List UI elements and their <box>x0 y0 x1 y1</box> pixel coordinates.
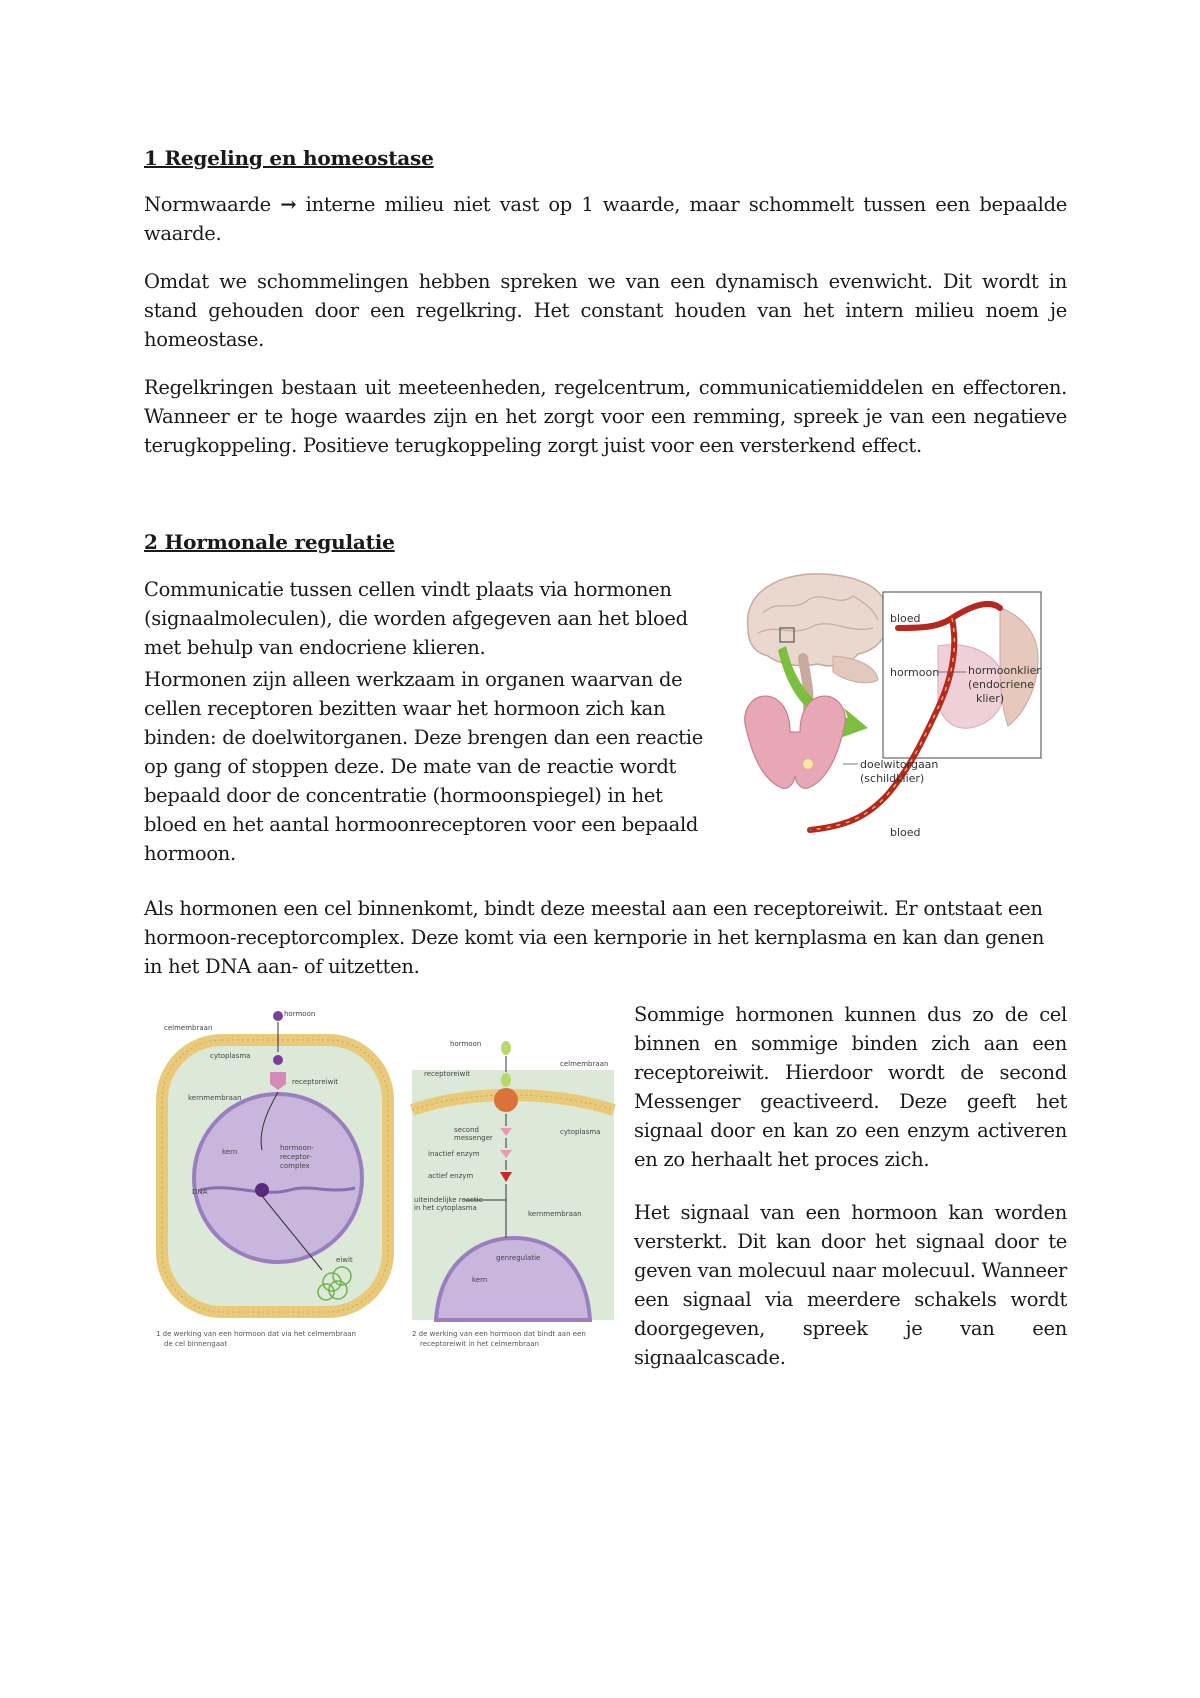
cell1-label-complex-1: hormoon- <box>280 1144 314 1152</box>
label-hormoon: hormoon <box>890 666 940 679</box>
section-2-paragraph-2: Hormonen zijn alleen werkzaam in organen waarvan de cellen receptoren bezitten waar het hormoon zich kan binden: de doelwitorganen. Deze brengen dan een reactie op gang of stoppen deze. De mate van de reactie wordt bepaald door de concentratie (hormoonspiegel) in het bloed en het aantal hormoonreceptoren voor een bepaald hormoon. <box>144 668 703 865</box>
nucleus <box>194 1094 362 1262</box>
cell1-label-cytoplasma: cytoplasma <box>210 1052 251 1060</box>
brain-illustration <box>748 574 889 708</box>
cell2-label-reactie-2: in het cytoplasma <box>414 1204 477 1212</box>
label-schildklier: (schildklier) <box>860 772 925 785</box>
cell2-label-second-1: second <box>454 1126 479 1134</box>
section-2-paragraph-4: Sommige hormonen kunnen dus zo de cel binnen en sommige binden zich aan een receptoreiwit. Hierdoor wordt de second Messenger geactiveerd. Deze geeft het signaal door en kan zo een enzym activeren en zo herhaalt het proces zich. <box>634 1003 1067 1171</box>
cell1-caption-2: de cel binnengaat <box>164 1340 228 1348</box>
cell2-label-second-2: messenger <box>454 1134 493 1142</box>
cell2-label-cytoplasma: cytoplasma <box>560 1128 601 1136</box>
section-2-paragraph-5: Het signaal van een hormoon kan worden versterkt. Dit kan door het signaal door te geven van molecuul naar molecuul. Wanneer een signaal via meerdere schakels wordt doorgegeven, spreek je van een signaalcascade. <box>634 1201 1067 1369</box>
section-1-paragraph-2: Omdat we schommelingen hebben spreken we van een dynamisch evenwicht. Dit wordt in stand gehouden door een regelkring. Het constant houden van het intern milieu noem je homeostase. <box>144 270 1067 351</box>
label-hormoonklier-2: (endocriene <box>968 678 1034 691</box>
cell-figure-1 <box>150 1000 400 1352</box>
cell1-label-receptoreiwit: receptoreiwit <box>292 1078 339 1086</box>
normwaarde-definition: interne milieu niet vast op 1 waarde, maar schommelt tussen een bepaalde waarde. <box>144 193 1067 245</box>
cell1-label-kernmembraan: kernmembraan <box>188 1094 242 1102</box>
section-2-paragraph-3: Als hormonen een cel binnenkomt, bindt deze meestal aan een receptoreiwit. Er ontstaat een hormoon-receptorcomplex. Deze komt via een kernporie in het kernplasma en kan dan genen in het DNA aan- of uitzetten. <box>144 897 1045 978</box>
cell2-label-genregulatie: genregulatie <box>496 1254 541 1262</box>
cell2-label-kern: kern <box>472 1276 488 1284</box>
section-2-heading: 2 Hormonale regulatie <box>144 530 395 554</box>
cell1-caption-1: 1 de werking van een hormoon dat via het celmembraan <box>156 1330 356 1338</box>
normwaarde-term: Normwaarde <box>144 193 271 216</box>
arrow-right-icon: → <box>280 193 297 216</box>
cell1-label-complex-2: receptor- <box>280 1153 312 1161</box>
section-2-paragraph-1: Communicatie tussen cellen vindt plaats via hormonen (signaalmoleculen), die worden afgegeven aan het bloed met behulp van endocriene klieren. <box>144 578 688 659</box>
cell1-label-celmembraan: celmembraan <box>164 1024 213 1032</box>
cell1-label-complex-3: complex <box>280 1162 310 1170</box>
cell2-caption-1: 2 de werking van een hormoon dat bindt aan een <box>412 1330 586 1338</box>
cell1-label-kern: kern <box>222 1148 238 1156</box>
cell-figure-2 <box>410 1010 616 1352</box>
label-hormoonklier-3: klier) <box>976 692 1005 705</box>
section-1-paragraph-1 <box>144 190 1067 248</box>
cell2-label-inactief: inactief enzym <box>428 1150 480 1158</box>
cell2-label-reactie-1: uiteindelijke reactie <box>414 1196 483 1204</box>
cell1-label-hormoon: hormoon <box>284 1010 316 1018</box>
section-1-paragraph-3: Regelkringen bestaan uit meeteenheden, regelcentrum, communicatiemiddelen en effectoren. Wanneer er te hoge waardes zijn en het zorgt voor een remming, spreek je van een negatieve terugkoppeling. Positieve terugkoppeling zorgt juist voor een versterkend effect. <box>144 376 1067 457</box>
cell1-label-eiwit: eiwit <box>336 1256 353 1264</box>
label-hormoonklier: hormoonklier <box>968 664 1041 677</box>
endocrine-gland-figure <box>738 568 1054 844</box>
section-1-heading: 1 Regeling en homeostase <box>144 146 434 170</box>
cell2-label-hormoon: hormoon <box>450 1040 482 1048</box>
label-doelwitorgaan: doelwitorgaan <box>860 758 939 771</box>
cell2-label-actief: actief enzym <box>428 1172 474 1180</box>
cell2-label-celmembraan: celmembraan <box>560 1060 609 1068</box>
cell2-label-receptoreiwit: receptoreiwit <box>424 1070 471 1078</box>
cell2-caption-2: receptoreiwit in het celmembraan <box>420 1340 539 1348</box>
cell1-label-dna: DNA <box>192 1188 208 1196</box>
label-bloed-top: bloed <box>890 612 921 625</box>
thyroid-illustration <box>745 696 846 788</box>
cell2-label-kernmembraan: kernmembraan <box>528 1210 582 1218</box>
label-bloed-bottom: bloed <box>890 826 921 839</box>
